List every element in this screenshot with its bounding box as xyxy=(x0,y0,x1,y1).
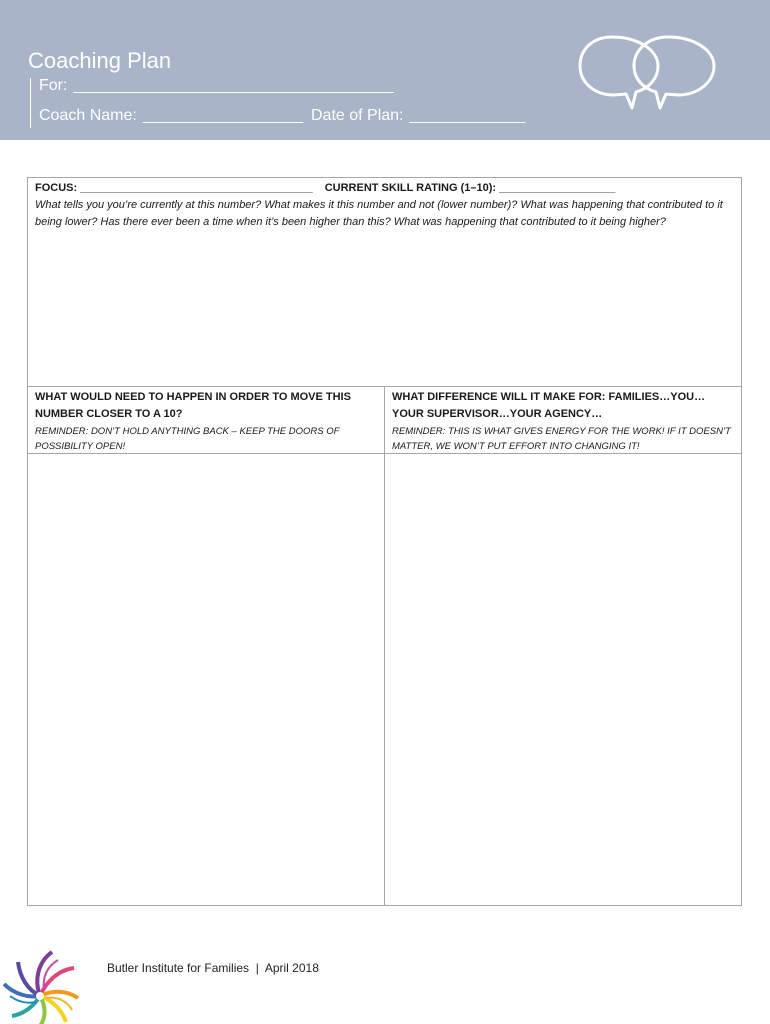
plan-table xyxy=(27,177,742,906)
move-closer-column xyxy=(28,387,385,905)
speech-bubbles-icon xyxy=(576,32,718,114)
for-line xyxy=(39,77,394,95)
focus-row xyxy=(35,181,734,196)
difference-heading: WHAT DIFFERENCE WILL IT MAKE FOR: FAMILIES…YOU…YOUR SUPERVISOR…YOUR AGENCY… xyxy=(392,391,706,420)
difference-column xyxy=(385,387,741,905)
header-divider xyxy=(30,78,31,128)
page-title: Coaching Plan xyxy=(28,48,172,73)
difference-reminder: REMINDER: THIS IS WHAT GIVES ENERGY FOR THE WORK! IF IT DOESN’T MATTER, WE WON’T PUT EFFORT INTO CHANGING IT! xyxy=(392,426,731,452)
move-closer-answer-area[interactable] xyxy=(28,454,384,904)
difference-answer-area[interactable] xyxy=(385,454,741,904)
for-label: For: xyxy=(39,77,68,94)
for-blank[interactable]: ____________________________________ xyxy=(73,77,394,94)
date-of-plan-label: Date of Plan: xyxy=(311,107,404,124)
focus-section[interactable] xyxy=(28,178,741,387)
move-closer-heading: WHAT WOULD NEED TO HAPPEN IN ORDER TO MOVE THIS NUMBER CLOSER TO A 10? xyxy=(35,391,351,420)
focus-question: What tells you you’re currently at this number? What makes it this number and not (lower number)? What was happening that contributed to it being lower? Has there ever been a time when it’s been higher than this? What was happening that contributed to it being higher? xyxy=(35,199,723,228)
move-closer-header xyxy=(28,387,384,454)
coach-name-blank[interactable]: __________________ xyxy=(142,107,303,124)
header-banner xyxy=(0,0,770,140)
move-closer-reminder: REMINDER: DON’T HOLD ANYTHING BACK – KEEP THE DOORS OF POSSIBILITY OPEN! xyxy=(35,426,340,452)
coach-line xyxy=(39,107,525,125)
focus-label: FOCUS: ______________________________________ xyxy=(35,182,313,194)
footer-text: Butler Institute for Families | April 2018 xyxy=(107,961,319,975)
butler-institute-logo xyxy=(0,946,82,1024)
date-of-plan-blank[interactable]: _____________ xyxy=(409,107,526,124)
difference-header xyxy=(385,387,741,454)
skill-rating-label: CURRENT SKILL RATING (1–10): ___________________ xyxy=(324,182,616,194)
coach-name-label: Coach Name: xyxy=(39,107,137,124)
